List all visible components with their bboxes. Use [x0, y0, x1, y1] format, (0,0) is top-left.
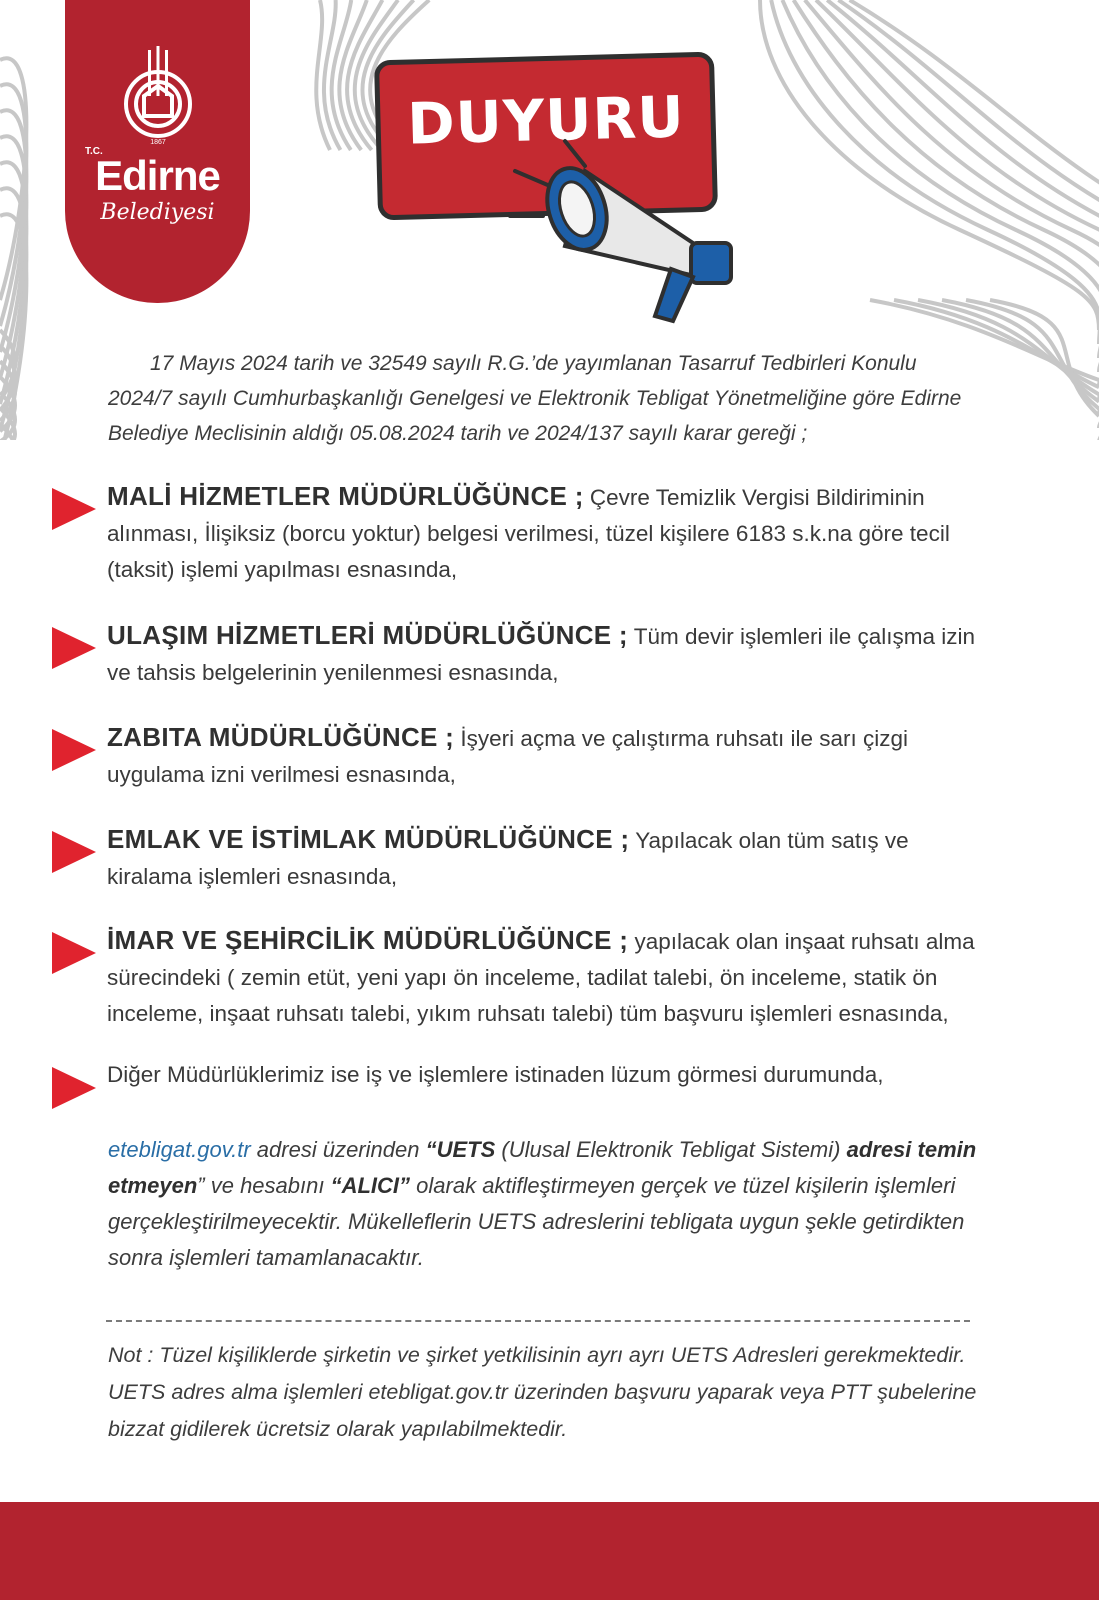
closing-bold-alici: “ALICI”: [330, 1173, 411, 1198]
red-arrow-icon: [52, 627, 96, 669]
megaphone-icon: [495, 131, 755, 341]
red-arrow-icon: [52, 488, 96, 530]
item-body: İşyeri açma ve çalıştırma ruhsatı ile sarı çizgi uygulama izni verilmesi esnasında,: [107, 726, 909, 787]
item-zabita: [52, 719, 1042, 793]
logo-year: 1867: [150, 139, 166, 146]
item-diger-mudurlukler: [52, 1057, 1042, 1093]
closing-paragraph: [108, 1132, 988, 1276]
closing-bold-address: adresi temin etmeyen: [108, 1137, 977, 1198]
note-line: UETS adres alma işlemleri etebligat.gov.tr üzerinden başvuru yaparak veya PTT şubelerine bizzat gidilerek ücretsiz olarak yapılabilmektedir.: [108, 1380, 977, 1441]
wave-line: [771, 0, 1099, 344]
dashed-divider: [106, 1320, 970, 1322]
logo-name: Edirne: [95, 152, 220, 199]
item-body: Diğer Müdürlüklerimiz ise iş ve işlemlere istinaden lüzum görmesi durumunda,: [107, 1062, 884, 1087]
note-line: Not : Tüzel kişiliklerde şirketin ve şirket yetkilisinin ayrı ayrı UETS Adresleri gerekmektedir.: [108, 1343, 966, 1367]
item-heading: İMAR VE ŞEHİRCİLİK MÜDÜRLÜĞÜNCE ;: [107, 925, 629, 955]
note-section: [108, 1337, 1008, 1448]
mosque-emblem-icon: [112, 46, 204, 146]
closing-text: (Ulusal Elektronik Tebligat Sistemi): [495, 1137, 847, 1162]
logo-tc: T.C.: [85, 146, 103, 157]
red-arrow-icon: [52, 729, 96, 771]
item-ulasim-hizmetleri: [52, 617, 1042, 691]
closing-bold-uets: “UETS: [425, 1137, 496, 1162]
announcement-banner: [360, 36, 760, 336]
announcement-title: DUYURU: [406, 84, 686, 158]
red-arrow-icon: [52, 932, 96, 974]
red-arrow-icon: [52, 831, 96, 873]
wave-line: [794, 0, 1099, 372]
item-mali-hizmetler: [52, 478, 1042, 588]
footer-band: [0, 1502, 1099, 1600]
item-heading: ULAŞIM HİZMETLERİ MÜDÜRLÜĞÜNCE ;: [107, 620, 628, 650]
closing-text: olarak aktifleştirmeyen gerçek ve tüzel kişilerin işlemleri gerçekleştirilmeyecektir. Mükelleflerin UETS adreslerini tebligata uygun şekle getirdikten sonra işlemleri tamamlanacaktır.: [108, 1173, 965, 1270]
item-body: Çevre Temizlik Vergisi Bildiriminin alınması, İlişiksiz (borcu yoktur) belgesi verilmesi, tüzel kişilere 6183 s.k.na göre tecil (taksit) işlemi yapılması esnasında,: [107, 485, 950, 582]
item-imar-sehircilik: [52, 922, 1042, 1032]
logo-subtitle: Belediyesi: [100, 200, 215, 225]
item-body: Yapılacak olan tüm satış ve kiralama işlemleri esnasında,: [107, 828, 909, 889]
item-heading: EMLAK VE İSTİMLAK MÜDÜRLÜĞÜNCE ;: [107, 824, 630, 854]
etebligat-link[interactable]: etebligat.gov.tr: [108, 1137, 251, 1162]
item-heading: MALİ HİZMETLER MÜDÜRLÜĞÜNCE ;: [107, 481, 584, 511]
municipality-logo[interactable]: [65, 0, 250, 303]
intro-paragraph: 17 Mayıs 2024 tarih ve 32549 sayılı R.G.’de yayımlanan Tasarruf Tedbirleri Konulu 2024/7 sayılı Cumhurbaşkanlığı Genelgesi ve Elektronik Tebligat Yönetmeliğine göre Edirne Belediye Meclisinin aldığı 05.08.2024 tarih ve 2024/137 sayılı karar gereği ;: [108, 352, 962, 445]
item-body: Tüm devir işlemleri ile çalışma izin ve tahsis belgelerinin yenilenmesi esnasında,: [107, 624, 976, 685]
item-body: yapılacak olan inşaat ruhsatı alma sürecindeki ( zemin etüt, yeni yapı ön inceleme, tadilat talebi, ön inceleme, statik ön inceleme, inşaat ruhsatı talebi, yıkım ruhsatı talebi) tüm başvuru işlemleri esnasında,: [107, 929, 975, 1026]
closing-text: adresi üzerinden: [250, 1137, 426, 1162]
closing-text: ” ve hesabını: [197, 1173, 331, 1198]
item-emlak-istimlak: [52, 821, 1042, 895]
red-arrow-icon: [52, 1067, 96, 1109]
item-heading: ZABITA MÜDÜRLÜĞÜNCE ;: [107, 722, 455, 752]
